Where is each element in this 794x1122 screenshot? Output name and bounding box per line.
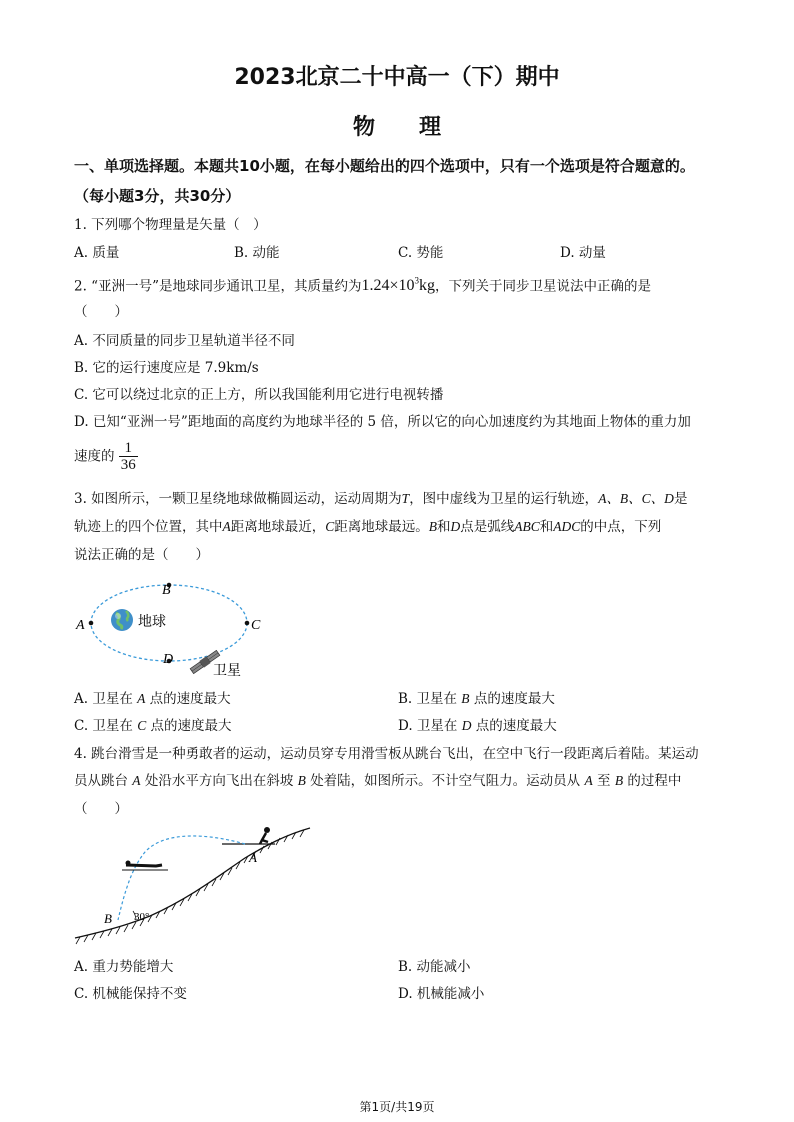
q3-point: B bbox=[428, 519, 438, 534]
slope-hatching bbox=[76, 830, 304, 944]
trajectory-path bbox=[118, 836, 245, 920]
label-b: B bbox=[104, 911, 112, 926]
section-heading: 一、单项选择题。本题共10小题，在每小题给出的四个选项中，只有一个选项是符合题意的。 bbox=[74, 157, 695, 175]
label-d: D bbox=[163, 652, 174, 667]
point-c-dot bbox=[245, 621, 250, 626]
q3-arc: ABC bbox=[514, 519, 540, 534]
subject-title: 物 理 bbox=[352, 115, 441, 140]
q3-option-a bbox=[74, 690, 231, 708]
q3-text: 距离地球最近， bbox=[230, 519, 326, 535]
q2-option-c: C. 它可以绕过北京的正上方，所以我国能利用它进行电视转播 bbox=[74, 387, 444, 403]
q2-option-b: B. 它的运行速度应是 7.9km/s bbox=[74, 360, 259, 376]
q3-text: 和 bbox=[437, 519, 451, 535]
label-a: A bbox=[76, 618, 85, 633]
q3-text: 是 bbox=[673, 491, 688, 507]
q2-stem bbox=[74, 272, 651, 295]
q3-text: ，图中虚线为卫星的运行轨迹， bbox=[409, 491, 599, 507]
q4-point: B bbox=[614, 773, 624, 788]
q3-opt-text: 点的速度最大 bbox=[469, 691, 555, 707]
q3-option-b bbox=[398, 690, 555, 708]
earth-label: 地球 bbox=[138, 615, 166, 630]
q2-stem-suffix: ，下列关于同步卫星说法中正确的是 bbox=[435, 278, 652, 295]
q2-mass-coef: 1.24×10 bbox=[361, 277, 415, 295]
q3-opt-text: B. 卫星在 bbox=[398, 691, 462, 707]
q3-opt-point: C bbox=[137, 718, 147, 733]
q1-option-a: A. 质量 bbox=[74, 245, 120, 261]
q4-text: 至 bbox=[597, 773, 611, 789]
q2-option-d-line2 bbox=[74, 440, 138, 473]
q3-opt-point: B bbox=[461, 691, 470, 706]
q4-text: 员从跳台 bbox=[74, 773, 128, 789]
q2-mass-exp: 3 bbox=[414, 276, 420, 286]
q3-text: 轨迹上的四个位置，其中 bbox=[74, 519, 223, 535]
ski-jump-figure bbox=[70, 820, 320, 950]
orbit-figure bbox=[70, 572, 270, 680]
q3-opt-text: A. 卫星在 bbox=[74, 691, 138, 707]
page-footer: 第1页/共19页 bbox=[359, 1100, 435, 1114]
q3-point: A bbox=[222, 519, 231, 534]
q4-point: A bbox=[584, 773, 593, 788]
q3-opt-text: 点的速度最大 bbox=[146, 718, 232, 734]
q3-text: 3. 如图所示，一颗卫星绕地球做椭圆运动，运动周期为 bbox=[74, 491, 402, 507]
q3-option-d bbox=[398, 717, 557, 735]
q2-fraction bbox=[119, 440, 138, 473]
q1-option-d: D. 动量 bbox=[560, 245, 606, 261]
page-title: 2023北京二十中高一（下）期中 bbox=[234, 65, 560, 90]
q2-paren: （ ） bbox=[74, 304, 128, 320]
skier-top-icon bbox=[260, 827, 270, 844]
q4-text: 处沿水平方向飞出在斜坡 bbox=[144, 773, 294, 789]
q3-opt-point: D bbox=[461, 718, 472, 733]
q3-text: 和 bbox=[539, 519, 554, 535]
q3-option-c bbox=[74, 717, 232, 735]
q4-point: B bbox=[297, 773, 306, 788]
skier-flying-icon bbox=[122, 861, 168, 871]
q1-stem: 1. 下列哪个物理量是矢量（ ） bbox=[74, 217, 267, 233]
q3-period: T bbox=[401, 491, 410, 506]
q3-opt-text: 点的速度最大 bbox=[145, 691, 231, 707]
q3-opt-text: C. 卫星在 bbox=[74, 718, 138, 734]
q2-option-d-line1: D. 已知“亚洲一号”距地面的高度约为地球半径的 5 倍，所以它的向心加速度约为其地面上物体的重力加 bbox=[74, 414, 691, 430]
q2-frac-num: 1 bbox=[119, 440, 138, 457]
q3-point: D bbox=[450, 519, 461, 534]
q3-text: 点是弧线 bbox=[460, 519, 515, 535]
q4-point: A bbox=[132, 773, 141, 788]
q1-option-c: C. 势能 bbox=[398, 245, 444, 261]
label-b: B bbox=[162, 583, 171, 598]
q3-point: C bbox=[325, 519, 335, 534]
q3-points: A、B、C、D bbox=[598, 491, 674, 506]
q4-option-b: B. 动能减小 bbox=[398, 959, 471, 975]
q4-option-c: C. 机械能保持不变 bbox=[74, 986, 187, 1002]
q3-opt-point: A bbox=[137, 691, 146, 706]
label-c: C bbox=[251, 618, 261, 633]
q4-text: 的过程中 bbox=[627, 773, 682, 789]
label-a: A bbox=[249, 850, 257, 865]
section-subheading: （每小题3分，共30分） bbox=[74, 187, 241, 205]
angle-label: 30° bbox=[134, 911, 150, 923]
q4-option-a: A. 重力势能增大 bbox=[74, 959, 174, 975]
q2-option-a: A. 不同质量的同步卫星轨道半径不同 bbox=[74, 333, 295, 349]
q3-line3: 说法正确的是（ ） bbox=[74, 547, 209, 563]
q4-paren: （ ） bbox=[74, 801, 128, 817]
point-a-dot bbox=[89, 621, 94, 626]
earth-icon bbox=[111, 609, 133, 631]
q4-text: 处着陆，如图所示。不计空气阻力。运动员从 bbox=[310, 773, 581, 789]
q3-arc: ADC bbox=[553, 519, 581, 534]
satellite-label: 卫星 bbox=[213, 664, 241, 679]
q2-mass-value bbox=[361, 277, 435, 294]
q3-opt-text: 点的速度最大 bbox=[471, 718, 557, 734]
q2-stem-prefix: 2. “亚洲一号”是地球同步通讯卫星，其质量约为 bbox=[74, 278, 362, 295]
q1-option-b: B. 动能 bbox=[234, 245, 280, 261]
q2-option-d-text: 速度的 bbox=[74, 448, 115, 465]
q4-line2 bbox=[74, 772, 681, 790]
q2-mass-unit: kg bbox=[419, 277, 436, 295]
q3-text: 的中点，下列 bbox=[580, 519, 662, 535]
q3-opt-text: D. 卫星在 bbox=[398, 718, 462, 734]
q4-option-d: D. 机械能减小 bbox=[398, 986, 485, 1002]
q3-line2 bbox=[74, 518, 661, 536]
q4-line1: 4. 跳台滑雪是一种勇敢者的运动，运动员穿专用滑雪板从跳台飞出，在空中飞行一段距离后着陆。某运动 bbox=[74, 746, 699, 762]
q2-frac-den: 36 bbox=[120, 457, 136, 473]
q3-line1 bbox=[74, 490, 687, 508]
q3-text: 距离地球最远。 bbox=[334, 519, 429, 535]
